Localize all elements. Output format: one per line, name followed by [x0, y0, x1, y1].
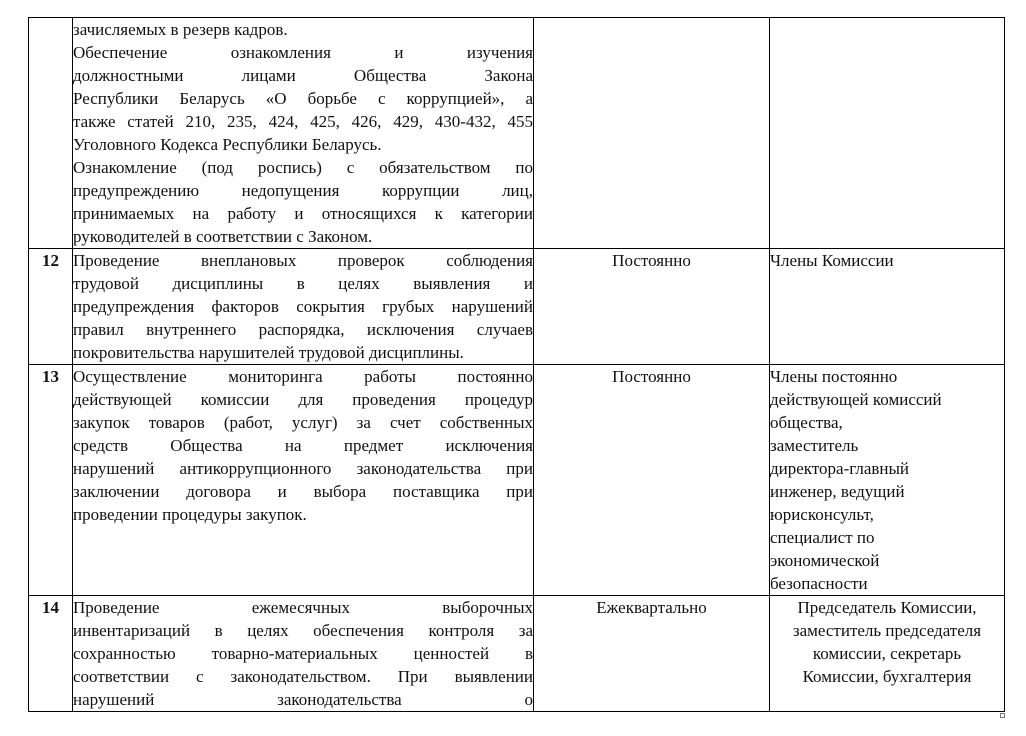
responsible-persons	[770, 365, 1005, 596]
description-line: заключении договора и выбора поставщика при	[73, 482, 533, 501]
execution-term	[534, 18, 770, 249]
description-line: Осуществление мониторинга работы постоянно	[73, 367, 533, 386]
responsible-persons	[770, 249, 1005, 365]
responsible-line: юрисконсульт,	[770, 505, 874, 524]
description-line: сохранностью товарно-материальных ценностей в	[73, 644, 533, 663]
measures-table	[28, 17, 1005, 712]
measure-description	[73, 365, 534, 596]
description-line: руководителей в соответствии с Законом.	[73, 227, 373, 246]
responsible-line: Члены Комиссии	[770, 251, 894, 270]
description-line: инвентаризаций в целях обеспечения контроля за	[73, 621, 533, 640]
description-line: покровительства нарушителей трудовой дисциплины.	[73, 343, 464, 362]
responsible-line: Члены постоянно	[770, 367, 898, 386]
row-number	[29, 18, 73, 249]
table-row	[29, 596, 1005, 712]
description-line: закупок товаров (работ, услуг) за счет собственных	[73, 413, 533, 432]
measure-description	[73, 596, 534, 712]
description-line: средств Общества на предмет исключения	[73, 436, 533, 455]
description-line: Проведение внеплановых проверок соблюдения	[73, 251, 533, 270]
description-line: правил внутреннего распорядка, исключения случаев	[73, 320, 533, 339]
measure-description	[73, 18, 534, 249]
table-resize-handle[interactable]	[1000, 713, 1005, 718]
description-line: также статей 210, 235, 424, 425, 426, 429, 430-432, 455	[73, 112, 533, 131]
responsible-persons	[770, 596, 1005, 712]
description-line: принимаемых на работу и относящихся к категории	[73, 204, 533, 223]
responsible-line: общества,	[770, 413, 843, 432]
execution-term: Ежеквартально	[534, 596, 770, 712]
responsible-line: заместитель	[770, 436, 859, 455]
responsible-line: заместитель председателя	[792, 621, 982, 640]
responsible-persons	[770, 18, 1005, 249]
description-line: проведении процедуры закупок.	[73, 505, 307, 524]
description-line: предупреждению недопущения коррупции лиц,	[73, 181, 533, 200]
responsible-line: комиссии, секретарь	[812, 644, 962, 663]
description-line: должностными лицами Общества Закона	[73, 66, 533, 85]
description-line: Уголовного Кодекса Республики Беларусь.	[73, 135, 382, 154]
description-line: Проведение ежемесячных выборочных	[73, 598, 533, 617]
responsible-line: экономической	[770, 551, 880, 570]
description-line: предупреждения факторов сокрытия грубых нарушений	[73, 297, 533, 316]
measure-description	[73, 249, 534, 365]
responsible-line: действующей комиссий	[770, 390, 942, 409]
responsible-line: безопасности	[770, 574, 868, 593]
responsible-line: Комиссии, бухгалтерия	[802, 667, 972, 686]
row-number: 13	[29, 365, 73, 596]
description-line: нарушений законодательства о	[73, 690, 533, 709]
responsible-line: инженер, ведущий	[770, 482, 905, 501]
execution-term: Постоянно	[534, 365, 770, 596]
description-line: соответствии с законодательством. При выявлении	[73, 667, 533, 686]
table-row	[29, 18, 1005, 249]
responsible-line: Председатель Комиссии,	[797, 598, 977, 617]
row-number: 14	[29, 596, 73, 712]
description-line: Ознакомление (под роспись) с обязательством по	[73, 158, 533, 177]
description-line: Обеспечение ознакомления и изучения	[73, 43, 533, 62]
table-row	[29, 365, 1005, 596]
responsible-line: директора-главный	[770, 459, 910, 478]
description-line: нарушений антикоррупционного законодательства при	[73, 459, 533, 478]
table-row	[29, 249, 1005, 365]
description-line: зачисляемых в резерв кадров.	[73, 20, 288, 39]
description-line: Республики Беларусь «О борьбе с коррупцией», а	[73, 89, 533, 108]
description-line: трудовой дисциплины в целях выявления и	[73, 274, 533, 293]
row-number: 12	[29, 249, 73, 365]
description-line: действующей комиссии для проведения процедур	[73, 390, 533, 409]
measures-table-body	[29, 18, 1005, 712]
responsible-line: специалист по	[770, 528, 875, 547]
execution-term: Постоянно	[534, 249, 770, 365]
